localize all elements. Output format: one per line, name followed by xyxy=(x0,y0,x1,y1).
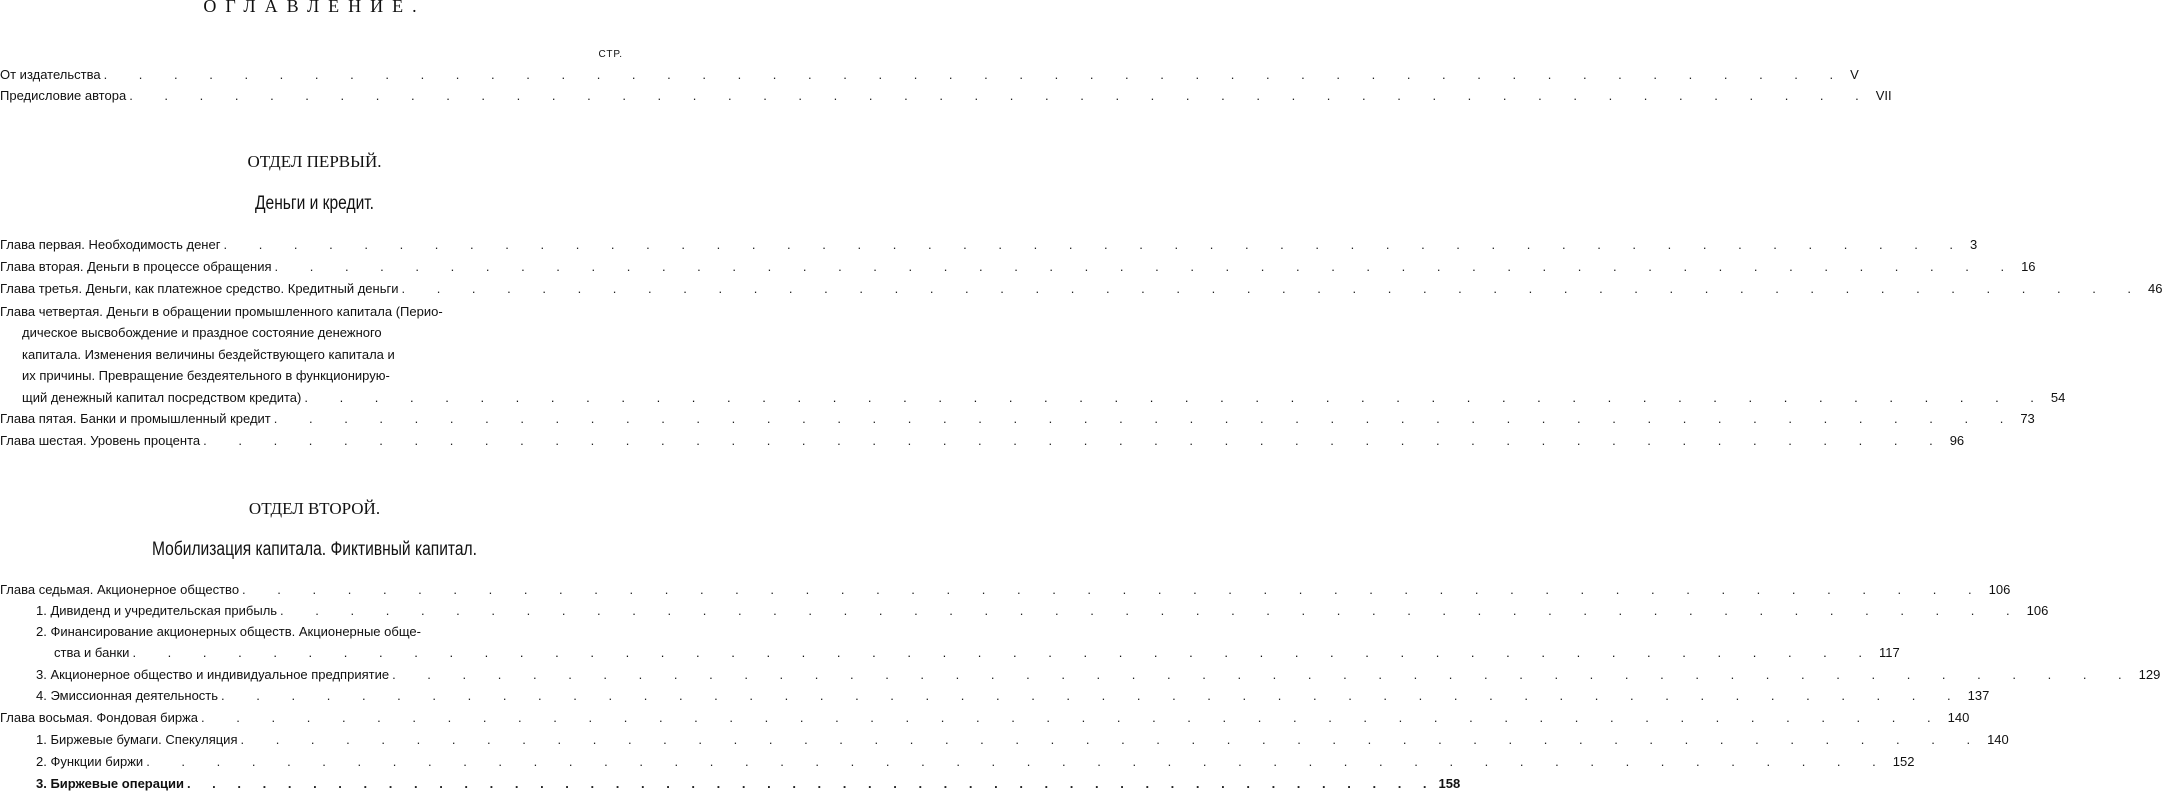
entry-title: Глава третья. Деньги, как платежное средство. Кредитный деньги xyxy=(0,281,399,296)
leader-dots: . . . . . . . . . . . . . . . . . . . . . . . . . . . . . . . . . . . . . . . . . . . . . . . . . . xyxy=(203,433,1947,448)
toc-entry xyxy=(0,281,2163,301)
leader-dots: . . . . . . . . . . . . . . . . . . . . . . . . . . . . . . . . . . . . . . . . . . . . . . . . . . xyxy=(146,754,1890,769)
toc-entry xyxy=(0,237,1978,257)
entry-page: 106 xyxy=(2026,603,2049,618)
toc-entry xyxy=(0,710,1970,730)
entry-page: 129 xyxy=(2138,667,2161,682)
entry-title: их причины. Превращение бездеятельного в функционирую- xyxy=(22,368,390,384)
section-title: Деньги и кредит. xyxy=(254,193,375,214)
entry-title: ства и банки xyxy=(54,645,130,660)
entry-line xyxy=(0,344,626,365)
entry-page: 73 xyxy=(2020,411,2035,426)
leader-dots: . . . . . . . . . . . . . . . . . . . . . . . . . . . . . . . . . . . . . . . . . . . . . . . . . . xyxy=(103,67,1848,82)
leader-dots: . . . . . . . . . . . . . . . . . . . . . . . . . . . . . . . . . . . . . . . . . . . . . . . . . . xyxy=(221,688,1965,703)
toc-entry xyxy=(0,411,2035,431)
entry-title: Глава четвертая. Деньги в обращении промышленного капитала (Перио- xyxy=(0,304,443,319)
section-heading: ОТДЕЛ ПЕРВЫЙ. xyxy=(247,152,382,171)
entry-page: 16 xyxy=(2021,259,2036,274)
leader-dots: . . . . . . . . . . . . . . . . . . . . . . . . . . . . . . . . . . . . . . . . . . . . . . . . . . xyxy=(304,389,2048,405)
toc-subentry-multiline xyxy=(36,624,1900,666)
toc-entry xyxy=(0,259,2036,279)
entry-title: дическое высвобождение и праздное состояние денежного xyxy=(22,325,382,341)
leader-dots: . . . . . . . . . . . . . . . . . . . . . . . . . . . . . . . . . . . . . . . . . . . . . . . . . . xyxy=(401,281,2146,296)
entry-page: 140 xyxy=(1987,732,2009,747)
section-heading: ОТДЕЛ ВТОРОЙ. xyxy=(248,499,381,518)
entry-page: 117 xyxy=(1879,645,1900,660)
toc-subentry xyxy=(36,732,2009,752)
section-title: Мобилизация капитала. Фиктивный капитал. xyxy=(152,539,477,560)
toc-entry-multiline xyxy=(0,301,2066,408)
entry-title: Глава первая. Необходимость денег xyxy=(0,237,221,252)
entry-page: 137 xyxy=(1967,688,1990,703)
leader-dots: . . . . . . . . . . . . . . . . . . . . . . . . . . . . . . . . . . . . . . . . . . . . . . . . . . xyxy=(186,776,1436,791)
toc-subentry xyxy=(36,754,1915,774)
entry-line xyxy=(0,301,626,322)
entry-page: V xyxy=(1850,67,1859,82)
entry-line xyxy=(0,387,2066,408)
toc-entry xyxy=(0,67,1859,87)
leader-dots: . . . . . . . . . . . . . . . . . . . . . . . . . . . . . . . . . . . . . . . . . . . . . . . . . . xyxy=(392,667,2136,682)
page-column-label: СТР. xyxy=(598,49,623,60)
entry-title: 1. Биржевые бумаги. Спекуляция xyxy=(36,732,238,747)
entry-page: 140 xyxy=(1947,710,1970,725)
entry-title: Предисловие автора xyxy=(0,88,127,103)
entry-title: 1. Дивиденд и учредительская прибыль xyxy=(36,603,278,618)
entry-title: 2. Функции биржи xyxy=(36,754,144,769)
entry-page: 106 xyxy=(1988,582,2011,597)
entry-page: 46 xyxy=(2148,281,2163,296)
leader-dots: . . . . . . . . . . . . . . . . . . . . . . . . . . . . . . . . . . . . . . . . . . . . . . . . . . xyxy=(129,88,1873,103)
entry-page: 3 xyxy=(1970,237,1978,252)
entry-title: Глава пятая. Банки и промышленный кредит xyxy=(0,411,271,426)
entry-page: VII xyxy=(1875,88,1892,103)
entry-page: 152 xyxy=(1892,754,1915,769)
toc-entry xyxy=(0,433,1965,453)
entry-title: Глава вторая. Деньги в процессе обращения xyxy=(0,259,272,274)
entry-line xyxy=(36,645,1900,666)
entry-line xyxy=(0,365,626,386)
toc-subentry xyxy=(36,667,2161,687)
toc-entry xyxy=(0,582,2011,602)
leader-dots: . . . . . . . . . . . . . . . . . . . . . . . . . . . . . . . . . . . . . . . . . . . . . . . . . . xyxy=(242,582,1986,597)
leader-dots: . . . . . . . . . . . . . . . . . . . . . . . . . . . . . . . . . . . . . . . . . . . . . . . . . . xyxy=(201,710,1945,725)
entry-title: щий денежный капитал посредством кредита) xyxy=(22,389,302,405)
entry-title: Глава шестая. Уровень процента xyxy=(0,433,201,448)
leader-dots: . . . . . . . . . . . . . . . . . . . . . . . . . . . . . . . . . . . . . . . . . . . . . . . . . . xyxy=(273,411,2018,426)
leader-dots: . . . . . . . . . . . . . . . . . . . . . . . . . . . . . . . . . . . . . . . . . . . . . . . . . . xyxy=(223,237,1968,252)
toc-entry xyxy=(0,88,1892,108)
leader-dots: . . . . . . . . . . . . . . . . . . . . . . . . . . . . . . . . . . . . . . . . . . . . . . . . . . xyxy=(280,603,2024,618)
entry-page: 54 xyxy=(2050,389,2066,405)
entry-title: Глава восьмая. Фондовая биржа xyxy=(0,710,199,725)
leader-dots: . . . . . . . . . . . . . . . . . . . . . . . . . . . . . . . . . . . . . . . . . . . . . . . . . . xyxy=(132,645,1877,660)
entry-title: 3. Акционерное общество и индивидуальное предприятие xyxy=(36,667,390,682)
entry-line xyxy=(0,322,626,343)
leader-dots: . . . . . . . . . . . . . . . . . . . . . . . . . . . . . . . . . . . . . . . . . . . . . . . . . . xyxy=(240,732,1985,747)
entry-title: 2. Финансирование акционерных обществ. Акционерные обще- xyxy=(36,624,421,639)
toc-subentry xyxy=(36,603,2049,623)
entry-page: 158 xyxy=(1438,776,1461,791)
leader-dots: . . . . . . . . . . . . . . . . . . . . . . . . . . . . . . . . . . . . . . . . . . . . . . . . . . xyxy=(274,259,2019,274)
page-title: ОГЛАВЛЕНИЕ. xyxy=(203,0,426,16)
entry-title: От издательства xyxy=(0,67,101,82)
entry-page: 96 xyxy=(1949,433,1965,448)
entry-title: 3. Биржевые операции xyxy=(36,776,184,791)
entry-title: капитала. Изменения величины бездействующего капитала и xyxy=(22,346,395,362)
entry-title: 4. Эмиссионная деятельность xyxy=(36,688,219,703)
entry-title: Глава седьмая. Акционерное общество xyxy=(0,582,240,597)
toc-subentry xyxy=(36,688,1990,708)
toc-subentry xyxy=(36,776,1461,796)
entry-line xyxy=(36,624,626,645)
